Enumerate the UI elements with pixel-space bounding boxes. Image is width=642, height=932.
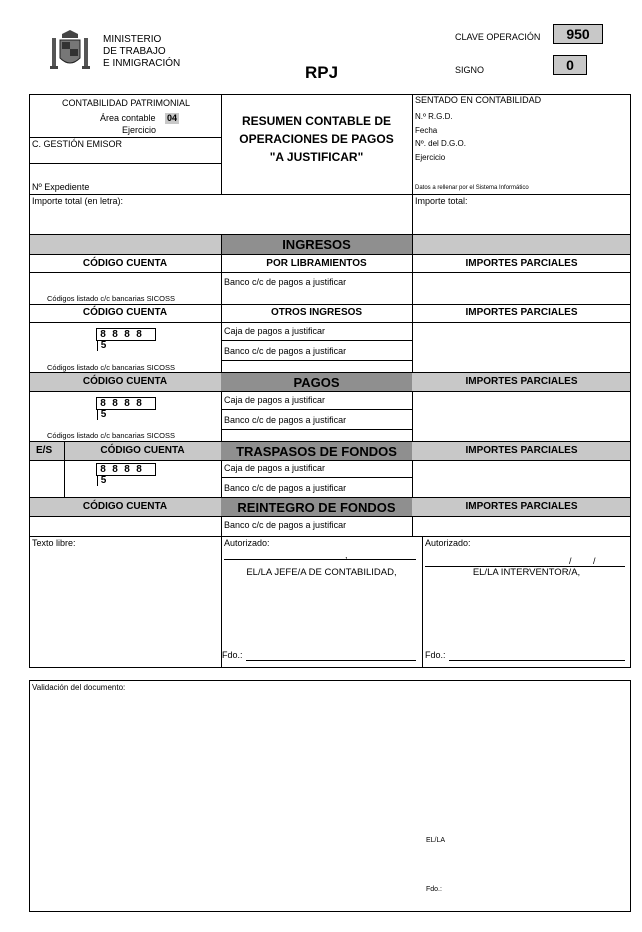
clave-value: 950 [553,24,603,44]
date-slash-2: / [593,556,596,566]
autorizado-2: Autorizado: [425,538,471,548]
code-box-3 [96,463,156,486]
form-code: RPJ [305,63,339,82]
autorizado-1: Autorizado: [224,538,270,548]
signo-value: 0 [553,55,587,75]
gestion-emisor: C. GESTIÓN EMISOR [32,139,123,149]
code-digit: 8 [136,398,142,409]
codigo-cuenta-4: CÓDIGO CUENTA [100,445,185,456]
code-digit: 5 [97,340,109,351]
banco-3: Banco c/c de pagos a justificar [224,415,347,425]
fdo-1: Fdo.: [222,650,243,660]
reintegro-header: REINTEGRO DE FONDOS [237,500,396,515]
sentado-contabilidad: SENTADO EN CONTABILIDAD [415,95,542,105]
datos-sistema: Datos a rellenar por el Sistema Informático [415,185,529,191]
coat-of-arms-icon [48,28,92,72]
banco-5: Banco c/c de pagos a justificar [224,520,347,530]
fdo-2: Fdo.: [425,650,446,660]
code-digit: 5 [97,409,109,420]
code-digit: 8 [136,464,142,475]
banco-2: Banco c/c de pagos a justificar [224,346,347,356]
validacion-label: Validación del documento: [32,683,126,692]
contabilidad-patrimonial: CONTABILIDAD PATRIMONIAL [62,98,191,108]
por-libramientos: POR LIBRAMIENTOS [266,258,367,269]
pagos-header: PAGOS [293,375,340,390]
ejercicio-left: Ejercicio [122,125,157,135]
code-digit: 8 [124,464,130,475]
sicoss-1: Códigos listado c/c bancarias SICOSS [47,294,175,303]
signo-label: SIGNO [455,65,485,75]
code-digit: 8 [112,464,118,475]
comma-mark: , [345,550,348,560]
codigo-cuenta-3: CÓDIGO CUENTA [82,376,168,387]
interventor: EL/LA INTERVENTOR/A, [472,567,581,578]
caja-3: Caja de pagos a justificar [224,463,326,473]
title-line3: "A JUSTIFICAR" [269,150,364,164]
ministry-line1: MINISTERIO [103,34,162,45]
sicoss-2: Códigos listado c/c bancarias SICOSS [47,363,175,372]
fecha: Fecha [415,126,438,135]
sicoss-3: Códigos listado c/c bancarias SICOSS [47,431,175,440]
texto-libre: Texto libre: [32,538,76,548]
traspasos-header: TRASPASOS DE FONDOS [236,444,397,459]
code-digit: 8 [100,464,106,475]
jefe-contabilidad: EL/LA JEFE/A DE CONTABILIDAD, [246,567,397,578]
banco-4: Banco c/c de pagos a justificar [224,483,347,493]
validation-box [29,680,631,912]
el-la: EL/LA [426,837,446,844]
code-digit: 8 [112,398,118,409]
ejercicio-right: Ejercicio [415,153,446,162]
code-digit: 8 [124,398,130,409]
code-box-1 [96,328,156,351]
fdo-validation: Fdo.: [426,886,442,893]
area-contable-label: Área contable [100,113,156,123]
importe-total: Importe total: [415,196,468,206]
expediente: Nº Expediente [32,182,90,192]
code-digit: 8 [136,329,142,340]
ingresos-header: INGRESOS [282,237,351,252]
area-contable-value: 04 [167,113,178,123]
caja-1: Caja de pagos a justificar [224,326,326,336]
importes-parciales-4: IMPORTES PARCIALES [465,445,578,456]
title-line1: RESUMEN CONTABLE DE [241,114,392,128]
date-slash-1: / [569,556,572,566]
banco-1: Banco c/c de pagos a justificar [224,277,347,287]
caja-2: Caja de pagos a justificar [224,395,326,405]
importes-parciales-1: IMPORTES PARCIALES [465,258,578,269]
code-digit: 8 [124,329,130,340]
form-title [221,112,412,166]
ministry-line2: DE TRABAJO [103,46,166,57]
dgo: Nº. del D.G.O. [415,139,466,148]
importes-parciales-3: IMPORTES PARCIALES [465,376,578,387]
code-box-2 [96,397,156,420]
es-header: E/S [36,445,53,456]
codigo-cuenta-5: CÓDIGO CUENTA [82,501,168,512]
codigo-cuenta-2: CÓDIGO CUENTA [82,307,168,318]
code-digit: 8 [100,398,106,409]
importes-parciales-2: IMPORTES PARCIALES [465,307,578,318]
title-line2: OPERACIONES DE PAGOS [239,132,394,146]
otros-ingresos: OTROS INGRESOS [270,307,363,318]
ministry-line3: E INMIGRACIÓN [103,58,181,69]
rgd: N.º R.G.D. [415,112,453,121]
clave-label: CLAVE OPERACIÓN [455,32,541,42]
importes-parciales-5: IMPORTES PARCIALES [465,501,578,512]
code-digit: 8 [100,329,106,340]
importe-letra: Importe total (en letra): [32,196,124,206]
code-digit: 8 [112,329,118,340]
codigo-cuenta-1: CÓDIGO CUENTA [82,258,168,269]
code-digit: 5 [97,475,109,486]
